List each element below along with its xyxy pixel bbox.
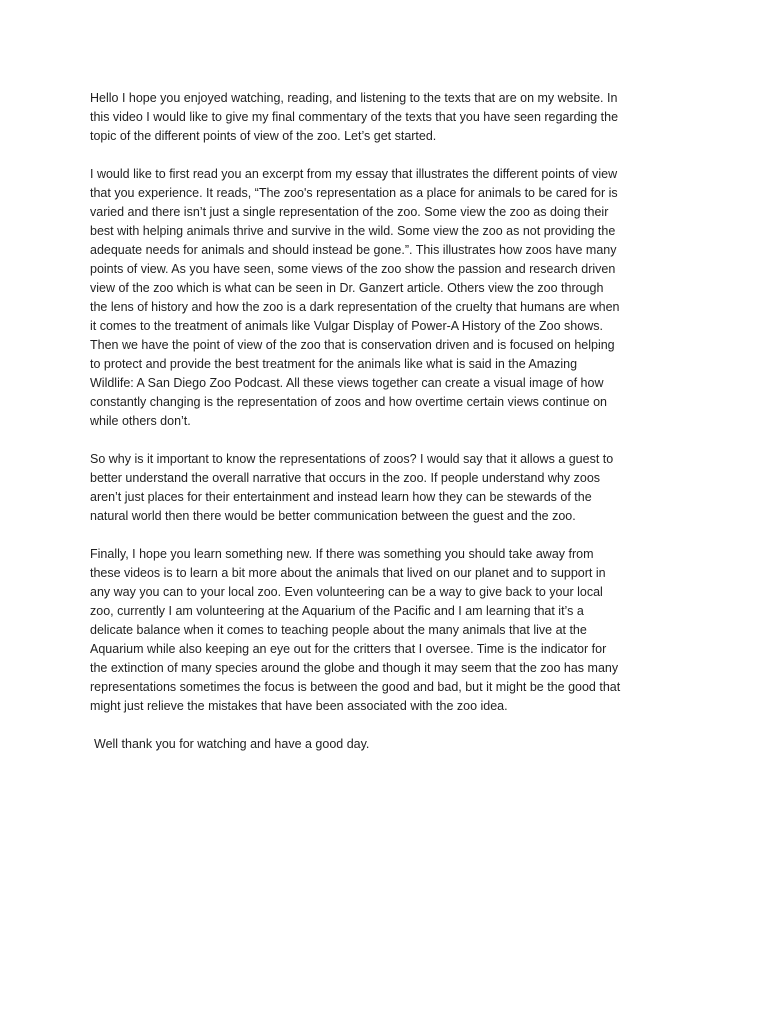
paragraph-closing: Well thank you for watching and have a good day. (94, 737, 370, 751)
paragraph-intro: Hello I hope you enjoyed watching, reading, and listening to the texts that are on my website. In this video I would like to give my final commentary of the texts that you have seen regarding the topic of the different points of view of the zoo. Let’s get started. (90, 91, 619, 143)
document-body (90, 89, 690, 773)
paragraph-essay-excerpt: I would like to first read you an excerpt from my essay that illustrates the different points of view that you experience. It reads, “The zoo's representation as a place for animals to be cared for is varied and there isn’t just a single representation of the zoo. Some view the zoo as doing their best with helping animals thrive and survive in the wild. Some view the zoo as not providing the adequate needs for animals and should instead be gone.”. This illustrates how zoos have many points of view. As you have seen, some views of the zoo show the passion and research driven view of the zoo which is what can be seen in Dr. Ganzert article. Others view the zoo through the lens of history and how the zoo is a dark representation of the cruelty that humans are when it comes to the treatment of animals like Vulgar Display of Power-A History of the Zoo shows. Then we have the point of view of the zoo that is conservation driven and is focused on helping to protect and provide the best treatment for the animals like what is said in the Amazing Wildlife: A San Diego Zoo Podcast. All these views together can create a visual image of how constantly changing is the representation of zoos and how overtime certain views continue on while others don’t. (90, 167, 620, 428)
paragraph-conclusion: Finally, I hope you learn something new. If there was something you should take away from these videos is to learn a bit more about the animals that lived on our planet and to support in any way you can to your local zoo. Even volunteering can be a way to give back to your local zoo, currently I am volunteering at the Aquarium of the Pacific and I am learning that it’s a delicate balance when it comes to teaching people about the many animals that live at the Aquarium while also keeping an eye out for the critters that I oversee. Time is the indicator for the extinction of many species around the globe and though it may seem that the zoo has many representations sometimes the focus is between the good and bad, but it might be the good that might just relieve the mistakes that have been associated with the zoo idea. (90, 547, 621, 713)
paragraph-importance: So why is it important to know the representations of zoos? I would say that it allows a guest to better understand the overall narrative that occurs in the zoo. If people understand why zoos aren’t just places for their entertainment and instead learn how they can be stewards of the natural world then there would be better communication between the guest and the zoo. (90, 452, 614, 523)
